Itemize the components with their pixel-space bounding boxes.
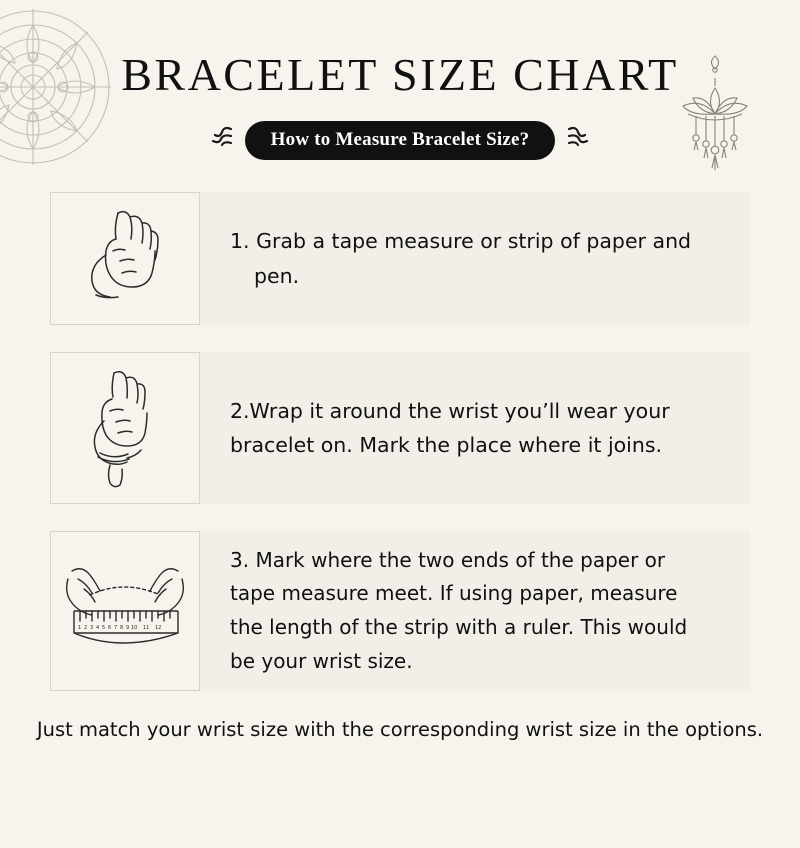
mandala-corner-icon <box>0 2 118 172</box>
step-2-figure <box>50 352 200 504</box>
svg-text:11: 11 <box>143 624 150 631</box>
footer-note: Just match your wrist size with the corresponding wrist size in the options. <box>36 718 764 741</box>
step-1-text <box>200 192 750 325</box>
svg-text:5: 5 <box>102 624 106 631</box>
page-title: BRACELET SIZE CHART <box>121 49 679 100</box>
list-item <box>50 192 750 325</box>
step-3-figure <box>50 531 200 691</box>
subtitle-badge: How to Measure Bracelet Size? <box>245 121 556 160</box>
svg-text:3: 3 <box>90 624 94 631</box>
step-3-line-3: the length of the strip with a ruler. This would <box>230 615 688 639</box>
step-2-line-1: 2.Wrap it around the wrist you’ll wear your <box>230 398 670 423</box>
svg-text:4: 4 <box>96 624 100 631</box>
list-item <box>50 352 750 504</box>
steps-list <box>0 192 800 691</box>
list-item <box>50 531 750 691</box>
step-3-line-4: be your wrist size. <box>230 648 413 673</box>
svg-text:10: 10 <box>131 624 138 631</box>
flourish-left-icon <box>207 125 233 152</box>
svg-text:9: 9 <box>126 624 130 631</box>
svg-text:12: 12 <box>155 624 162 631</box>
svg-text:2: 2 <box>84 624 88 631</box>
flourish-right-icon <box>567 125 593 152</box>
lotus-ornament-icon <box>660 50 770 185</box>
svg-text:1: 1 <box>78 624 82 631</box>
step-2-line-2: bracelet on. Mark the place where it joins. <box>230 433 663 457</box>
svg-text:6: 6 <box>108 624 112 631</box>
svg-text:8: 8 <box>120 624 124 631</box>
step-1-line-1: 1. Grab a tape measure or strip of paper and <box>230 229 692 254</box>
step-2-text <box>200 352 750 504</box>
hand-fist-tape-icon <box>70 199 180 319</box>
step-1-figure <box>50 192 200 325</box>
step-3-text <box>200 531 750 691</box>
step-1-line-2: pen. <box>254 263 300 288</box>
hands-ruler-icon <box>60 549 190 674</box>
hand-wrapped-tape-icon <box>70 361 180 496</box>
svg-text:7: 7 <box>114 624 118 631</box>
step-3-line-2: tape measure meet. If using paper, measure <box>230 581 678 606</box>
step-3-line-1: 3. Mark where the two ends of the paper or <box>230 547 666 572</box>
